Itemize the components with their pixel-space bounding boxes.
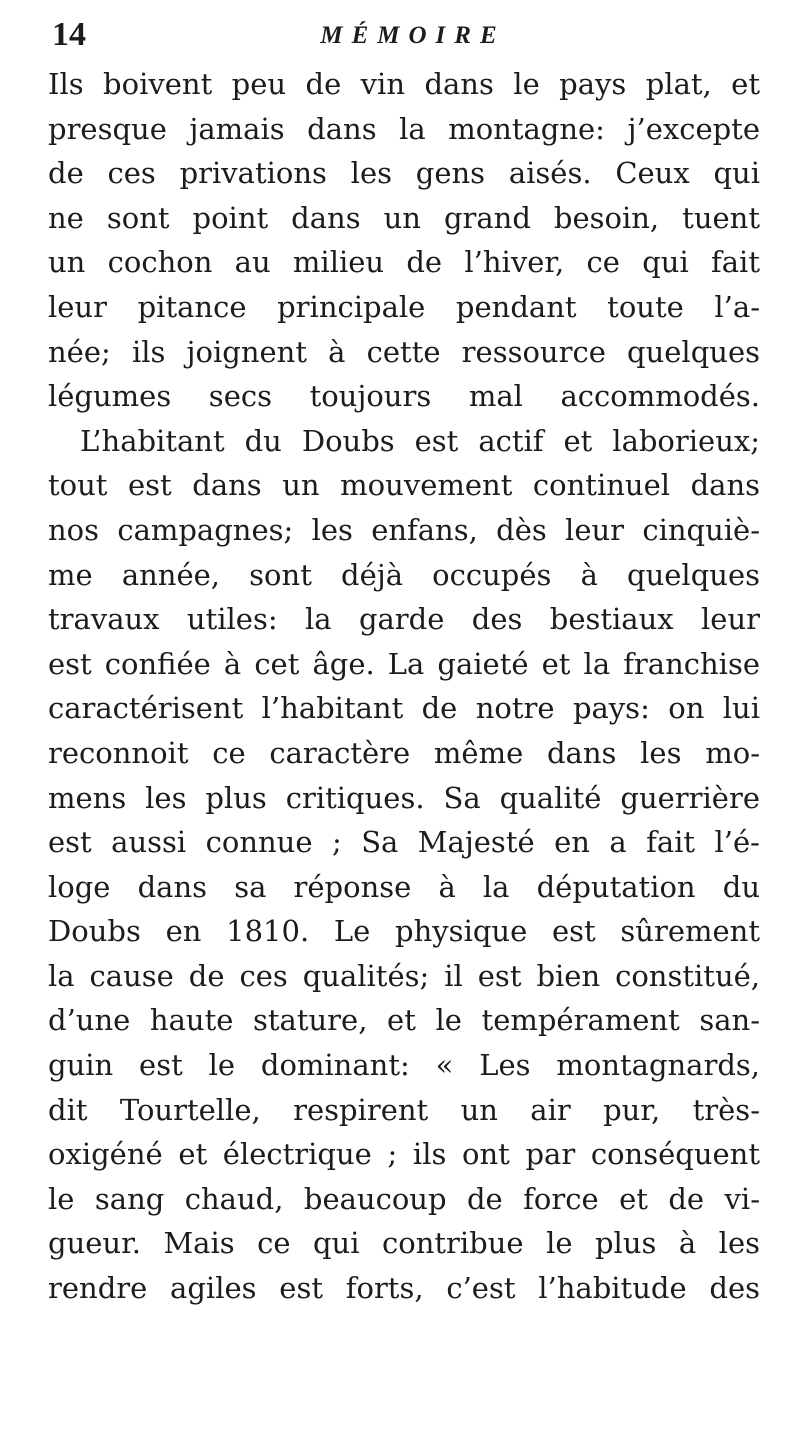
text-line: leur pitance principale pendant toute l’a- [48,289,760,324]
text-line: me année, sont déjà occupés à quelques [48,557,760,592]
text-line: Doubs en 1810. Le physique est sûrement [48,914,760,949]
text-line: née; ils joignent à cette ressource quelques [48,334,760,369]
paragraph-start-line: L’habitant du Doubs est actif et laborieux; [80,423,760,458]
text-line: le sang chaud, beaucoup de force et de vi- [48,1181,760,1216]
text-line: tout est dans un mouvement continuel dans [48,468,760,503]
text-line: guin est le dominant: « Les montagnards, [48,1048,760,1083]
text-line: mens les plus critiques. Sa qualité guerrière [48,780,760,815]
text-line: loge dans sa réponse à la députation du [48,869,760,904]
text-line: est aussi connue ; Sa Majesté en a fait l’é- [48,825,760,860]
body-text [48,62,760,1311]
text-line: travaux utiles: la garde des bestiaux leur [48,602,760,637]
text-line: d’une haute stature, et le tempérament san- [48,1003,760,1038]
text-line: gueur. Mais ce qui contribue le plus à les [48,1226,760,1261]
text-line: Ils boivent peu de vin dans le pays plat, et [48,67,760,101]
text-line: est confiée à cet âge. La gaieté et la franchise [48,646,760,681]
text-line: rendre agiles est forts, c’est l’habitude des [48,1271,760,1306]
text-line: reconnoit ce caractère même dans les mo- [48,735,760,770]
page-number: 14 [52,16,86,53]
text-line: dit Tourtelle, respirent un air pur, très- [48,1092,760,1127]
running-title: MÉMOIRE [320,22,506,49]
text-line: nos campagnes; les enfans, dès leur cinquiè- [48,512,760,547]
text-line: oxigéné et électrique ; ils ont par conséquent [48,1137,760,1172]
text-line: de ces privations les gens aisés. Ceux qui [48,156,760,191]
text-line: légumes secs toujours mal accommodés. [48,379,760,414]
text-line: la cause de ces qualités; il est bien constitué, [48,958,760,993]
text-line: presque jamais dans la montagne: j’excepte [48,111,760,146]
text-line: caractérisent l’habitant de notre pays: on lui [48,691,760,726]
text-line: ne sont point dans un grand besoin, tuent [48,200,760,235]
running-head [48,12,760,62]
text-line: un cochon au milieu de l’hiver, ce qui fait [48,245,760,280]
